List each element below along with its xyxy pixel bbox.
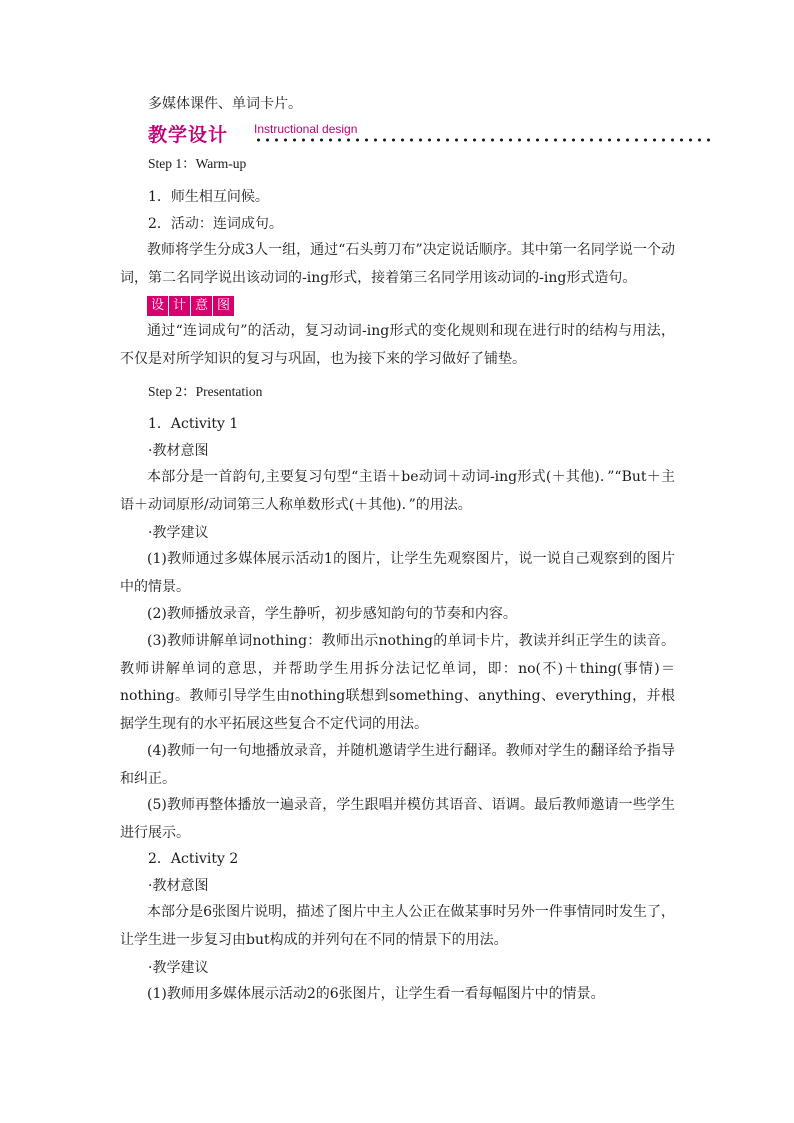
activity2-suggest-label: ·教学建议 [148,960,209,976]
activity1-suggestion-4: (4)教师一句一句地播放录音，并随机邀请学生进行翻译。教师对学生的翻译给予指导和纠正。 [120,743,675,787]
activity1-suggest-label: ·教学建议 [148,525,209,541]
design-intent-paragraph: 通过“连词成句”的活动，复习动词-ing形式的变化规则和现在进行时的结构与用法，不仅是对所学知识的复习与巩固，也为接下来的学习做好了铺垫。 [120,323,675,367]
activity1-intent-paragraph: 本部分是一首韵句,主要复习句型“主语＋be动词＋动词-ing形式(＋其他)．”“But＋主语＋动词原形/动词第三人称单数形式(＋其他)．”的用法。 [120,469,675,513]
step1-title: Step 1：Warm-up [148,156,247,171]
activity1-suggestion-1: (1)教师通过多媒体展示活动1的图片，让学生先观察图片，说一说自己观察到的图片中的情景。 [120,551,675,595]
step2-title: Step 2：Presentation [148,384,263,399]
design-intent-badge [147,296,234,316]
badge-char: 设 [147,296,168,316]
activity1-title: 1．Activity 1 [148,416,239,432]
step1-paragraph: 教师将学生分成3人一组，通过“石头剪刀布”决定说话顺序。其中第一名同学说一个动词，第二名同学说出该动词的-ing形式，接着第三名同学用该动词的-ing形式造句。 [120,242,675,286]
activity1-suggestion-5: (5)教师再整体播放一遍录音，学生跟唱并模仿其语音、语调。最后教师邀请一些学生进行展示。 [120,797,675,841]
section-header-subtitle: Instructional design [254,122,358,136]
section-header [148,118,718,148]
materials-line: 多媒体课件、单词卡片。 [148,96,302,112]
activity2-intent-paragraph: 本部分是6张图片说明，描述了图片中主人公正在做某事时另外一件事情同时发生了，让学生进一步复习由but构成的并列句在不同的情景下的用法。 [120,904,675,948]
section-header-title: 教学设计 [148,124,229,146]
badge-char: 计 [169,296,190,316]
activity2-intent-label: ·教材意图 [148,878,209,894]
activity2-title: 2．Activity 2 [148,851,239,867]
activity1-intent-label: ·教材意图 [148,443,209,459]
step1-item-2: 2．活动：连词成句。 [148,216,283,232]
dotted-rule [254,138,716,142]
activity1-suggestion-3: (3)教师讲解单词nothing：教师出示nothing的单词卡片，教读并纠正学生的读音。教师讲解单词的意思，并帮助学生用拆分法记忆单词，即：no(不)＋thing(事情)＝nothing。教师引导学生由nothing联想到something、anything、everything，并根据学生现有的水平拓展这些复合不定代词的用法。 [120,633,675,732]
badge-char: 图 [213,296,234,316]
badge-char: 意 [191,296,212,316]
step1-item-1: 1．师生相互问候。 [148,189,269,205]
activity2-suggestion-1: (1)教师用多媒体展示活动2的6张图片，让学生看一看每幅图片中的情景。 [147,986,605,1002]
activity1-suggestion-2: (2)教师播放录音，学生静听，初步感知韵句的节奏和内容。 [147,606,517,622]
